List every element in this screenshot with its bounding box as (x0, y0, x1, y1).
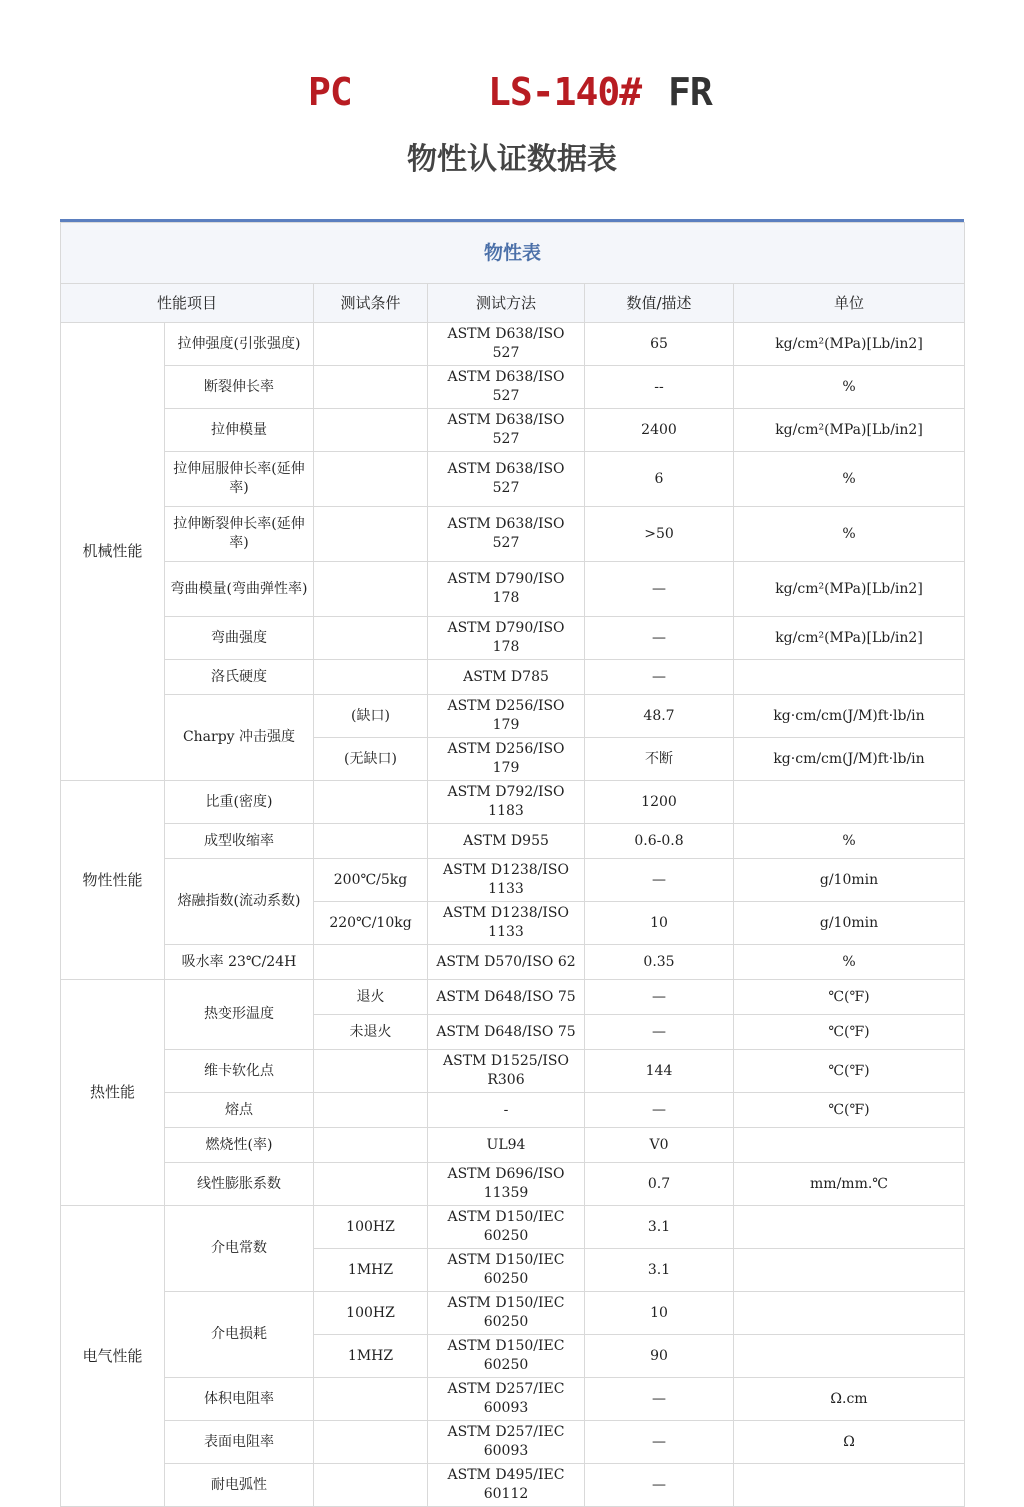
table-row (61, 617, 965, 660)
condition-cell (314, 617, 428, 660)
document-subtitle: 物性认证数据表 (407, 142, 617, 177)
unit-cell (734, 1249, 965, 1292)
unit-cell (734, 660, 965, 695)
unit-cell: ℃(℉) (734, 1015, 965, 1050)
method-cell: ASTM D648/ISO 75 (428, 980, 585, 1015)
condition-cell (314, 781, 428, 824)
condition-cell (314, 660, 428, 695)
condition-cell (314, 409, 428, 452)
value-cell: V0 (585, 1128, 734, 1163)
condition-cell (314, 507, 428, 562)
method-cell: ASTM D256/ISO 179 (428, 738, 585, 781)
table-row (61, 452, 965, 507)
table-row (61, 1292, 965, 1335)
property-cell: 热变形温度 (165, 980, 314, 1050)
table-row (61, 1163, 965, 1206)
title-resin: PC (308, 70, 352, 114)
condition-cell (314, 1421, 428, 1464)
property-cell: 比重(密度) (165, 781, 314, 824)
unit-cell (734, 1128, 965, 1163)
method-cell: ASTM D648/ISO 75 (428, 1015, 585, 1050)
condition-cell (314, 824, 428, 859)
condition-cell: 220℃/10kg (314, 902, 428, 945)
value-cell: 0.7 (585, 1163, 734, 1206)
method-cell: ASTM D570/ISO 62 (428, 945, 585, 980)
property-cell: 表面电阻率 (165, 1421, 314, 1464)
table-row (61, 1378, 965, 1421)
condition-cell (314, 366, 428, 409)
method-cell: UL94 (428, 1128, 585, 1163)
value-cell: 6 (585, 452, 734, 507)
table-row (61, 695, 965, 738)
condition-cell (314, 1163, 428, 1206)
table-row (61, 366, 965, 409)
value-cell: — (585, 1421, 734, 1464)
header-property: 性能项目 (61, 284, 314, 323)
properties-table-container (60, 219, 964, 1507)
property-cell: Charpy 冲击强度 (165, 695, 314, 781)
unit-cell (734, 1292, 965, 1335)
property-cell: 介电常数 (165, 1206, 314, 1292)
title-suffix: FR (668, 70, 712, 114)
method-cell: - (428, 1093, 585, 1128)
table-row (61, 1128, 965, 1163)
document-title (0, 70, 1024, 120)
unit-cell: ℃(℉) (734, 1050, 965, 1093)
value-cell: 90 (585, 1335, 734, 1378)
value-cell: 1200 (585, 781, 734, 824)
property-cell: 熔点 (165, 1093, 314, 1128)
method-cell: ASTM D696/ISO 11359 (428, 1163, 585, 1206)
property-cell: 拉伸强度(引张强度) (165, 323, 314, 366)
unit-cell: kg/cm²(MPa)[Lb/in2] (734, 562, 965, 617)
method-cell: ASTM D257/IEC 60093 (428, 1421, 585, 1464)
method-cell: ASTM D256/ISO 179 (428, 695, 585, 738)
unit-cell: % (734, 945, 965, 980)
method-cell: ASTM D150/IEC 60250 (428, 1206, 585, 1249)
unit-cell: kg/cm²(MPa)[Lb/in2] (734, 409, 965, 452)
unit-cell: % (734, 452, 965, 507)
table-row (61, 1421, 965, 1464)
unit-cell (734, 1464, 965, 1507)
condition-cell (314, 1093, 428, 1128)
unit-cell (734, 1206, 965, 1249)
unit-cell: Ω.cm (734, 1378, 965, 1421)
method-cell: ASTM D955 (428, 824, 585, 859)
category-mechanical: 机械性能 (61, 323, 165, 781)
property-cell: 耐电弧性 (165, 1464, 314, 1507)
method-cell: ASTM D495/IEC 60112 (428, 1464, 585, 1507)
method-cell: ASTM D150/IEC 60250 (428, 1249, 585, 1292)
title-grade: LS-140# (488, 70, 642, 114)
condition-cell: 100HZ (314, 1206, 428, 1249)
value-cell: 65 (585, 323, 734, 366)
table-row (61, 824, 965, 859)
method-cell: ASTM D638/ISO 527 (428, 409, 585, 452)
value-cell: 0.6-0.8 (585, 824, 734, 859)
table-row (61, 980, 965, 1015)
condition-cell (314, 1378, 428, 1421)
unit-cell: % (734, 507, 965, 562)
condition-cell: 100HZ (314, 1292, 428, 1335)
condition-cell: 1MHZ (314, 1249, 428, 1292)
value-cell: — (585, 859, 734, 902)
property-cell: 熔融指数(流动系数) (165, 859, 314, 945)
category-electrical: 电气性能 (61, 1206, 165, 1507)
table-row (61, 781, 965, 824)
value-cell: 48.7 (585, 695, 734, 738)
method-cell: ASTM D1238/ISO 1133 (428, 859, 585, 902)
table-row (61, 1464, 965, 1507)
method-cell: ASTM D790/ISO 178 (428, 562, 585, 617)
value-cell: 3.1 (585, 1206, 734, 1249)
value-cell: — (585, 617, 734, 660)
value-cell: — (585, 1093, 734, 1128)
table-row (61, 859, 965, 902)
unit-cell: kg·cm/cm(J/M)ft·lb/in (734, 695, 965, 738)
property-cell: 体积电阻率 (165, 1378, 314, 1421)
property-cell: 拉伸断裂伸长率(延伸率) (165, 507, 314, 562)
unit-cell: mm/mm.℃ (734, 1163, 965, 1206)
value-cell: — (585, 660, 734, 695)
property-cell: 介电损耗 (165, 1292, 314, 1378)
condition-cell (314, 1128, 428, 1163)
unit-cell: % (734, 366, 965, 409)
method-cell: ASTM D638/ISO 527 (428, 323, 585, 366)
method-cell: ASTM D638/ISO 527 (428, 452, 585, 507)
value-cell: — (585, 1464, 734, 1507)
header-unit: 单位 (734, 284, 965, 323)
method-cell: ASTM D638/ISO 527 (428, 366, 585, 409)
unit-cell: kg/cm²(MPa)[Lb/in2] (734, 323, 965, 366)
table-row (61, 409, 965, 452)
unit-cell: g/10min (734, 902, 965, 945)
condition-cell (314, 1464, 428, 1507)
condition-cell (314, 562, 428, 617)
method-cell: ASTM D1525/ISO R306 (428, 1050, 585, 1093)
value-cell: 10 (585, 902, 734, 945)
table-row (61, 1093, 965, 1128)
property-cell: 拉伸模量 (165, 409, 314, 452)
condition-cell (314, 945, 428, 980)
method-cell: ASTM D638/ISO 527 (428, 507, 585, 562)
unit-cell (734, 1335, 965, 1378)
value-cell: 不断 (585, 738, 734, 781)
method-cell: ASTM D785 (428, 660, 585, 695)
header-value: 数值/描述 (585, 284, 734, 323)
table-row (61, 1206, 965, 1249)
property-cell: 燃烧性(率) (165, 1128, 314, 1163)
method-cell: ASTM D150/IEC 60250 (428, 1335, 585, 1378)
condition-cell: 1MHZ (314, 1335, 428, 1378)
condition-cell (314, 1050, 428, 1093)
property-cell: 弯曲模量(弯曲弹性率) (165, 562, 314, 617)
value-cell: 3.1 (585, 1249, 734, 1292)
property-cell: 断裂伸长率 (165, 366, 314, 409)
properties-table (60, 222, 965, 1507)
header-condition: 测试条件 (314, 284, 428, 323)
value-cell: 0.35 (585, 945, 734, 980)
table-row (61, 660, 965, 695)
property-cell: 成型收缩率 (165, 824, 314, 859)
unit-cell: kg·cm/cm(J/M)ft·lb/in (734, 738, 965, 781)
unit-cell: Ω (734, 1421, 965, 1464)
property-cell: 洛氏硬度 (165, 660, 314, 695)
unit-cell: kg/cm²(MPa)[Lb/in2] (734, 617, 965, 660)
table-row (61, 1050, 965, 1093)
unit-cell: ℃(℉) (734, 980, 965, 1015)
condition-cell (314, 452, 428, 507)
unit-cell (734, 781, 965, 824)
property-cell: 吸水率 23℃/24H (165, 945, 314, 980)
method-cell: ASTM D790/ISO 178 (428, 617, 585, 660)
value-cell: — (585, 1015, 734, 1050)
table-row (61, 945, 965, 980)
condition-cell: (无缺口) (314, 738, 428, 781)
value-cell: -- (585, 366, 734, 409)
condition-cell (314, 323, 428, 366)
value-cell: — (585, 1378, 734, 1421)
category-thermal: 热性能 (61, 980, 165, 1206)
value-cell: — (585, 562, 734, 617)
condition-cell: 未退火 (314, 1015, 428, 1050)
value-cell: 10 (585, 1292, 734, 1335)
unit-cell: % (734, 824, 965, 859)
condition-cell: 退火 (314, 980, 428, 1015)
table-row (61, 323, 965, 366)
header-row (61, 284, 965, 323)
unit-cell: ℃(℉) (734, 1093, 965, 1128)
property-cell: 线性膨胀系数 (165, 1163, 314, 1206)
method-cell: ASTM D150/IEC 60250 (428, 1292, 585, 1335)
table-row (61, 562, 965, 617)
condition-cell: (缺口) (314, 695, 428, 738)
property-cell: 维卡软化点 (165, 1050, 314, 1093)
value-cell: 2400 (585, 409, 734, 452)
property-cell: 弯曲强度 (165, 617, 314, 660)
table-title: 物性表 (61, 223, 965, 284)
method-cell: ASTM D792/ISO 1183 (428, 781, 585, 824)
condition-cell: 200℃/5kg (314, 859, 428, 902)
category-physical: 物性性能 (61, 781, 165, 980)
property-cell: 拉伸屈服伸长率(延伸率) (165, 452, 314, 507)
method-cell: ASTM D1238/ISO 1133 (428, 902, 585, 945)
value-cell: >50 (585, 507, 734, 562)
table-row (61, 507, 965, 562)
header-method: 测试方法 (428, 284, 585, 323)
method-cell: ASTM D257/IEC 60093 (428, 1378, 585, 1421)
value-cell: 144 (585, 1050, 734, 1093)
unit-cell: g/10min (734, 859, 965, 902)
value-cell: — (585, 980, 734, 1015)
